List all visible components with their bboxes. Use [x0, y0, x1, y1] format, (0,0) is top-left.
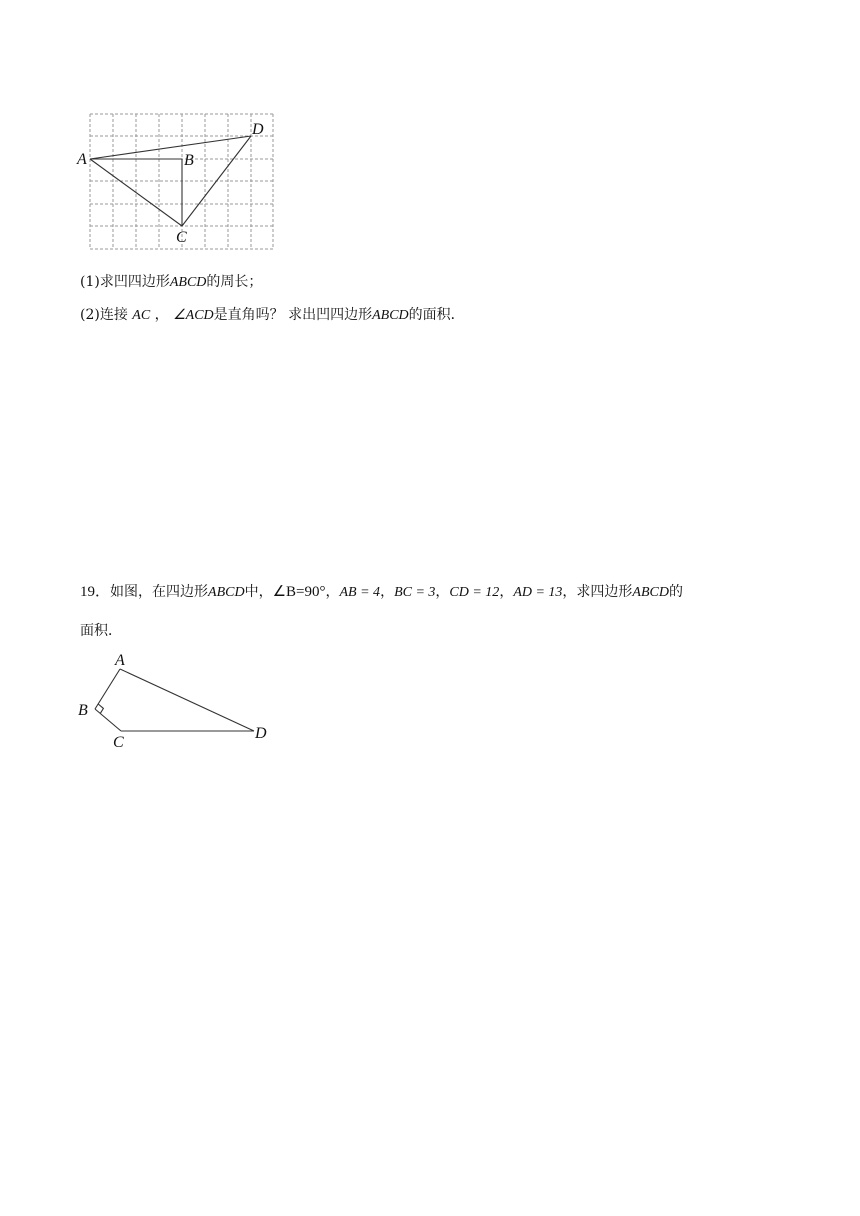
- q19-sep2: ，: [380, 584, 395, 600]
- grid-figure-svg: [74, 108, 274, 254]
- q19-number: 19．: [80, 584, 111, 600]
- q18-part2-angle: ∠ACD: [173, 308, 214, 323]
- q18-part1-suffix: 的周长；: [206, 274, 263, 290]
- q19-name2: ABCD: [632, 585, 669, 600]
- q19-cd: CD = 12: [449, 585, 500, 600]
- q18-part2-segment: AC: [132, 308, 151, 323]
- q19-sep1: ，: [325, 584, 340, 600]
- q18-part2-comma: ，: [154, 307, 169, 323]
- q19-ask: ，求四边形: [562, 584, 633, 600]
- q18-part1-name: ABCD: [169, 275, 207, 290]
- segment-ad-2: [120, 669, 254, 731]
- q18-part1: [80, 271, 262, 291]
- segment-ad: [90, 136, 251, 159]
- q19-ab: AB = 4: [339, 585, 381, 600]
- label-b-2: B: [78, 702, 88, 719]
- label-c: C: [176, 229, 187, 246]
- q18-part2-suffix: 的面积．: [408, 307, 465, 323]
- q19-line2-text: 面积．: [80, 623, 122, 639]
- label-a-2: A: [115, 652, 125, 669]
- quadrilateral-figure-svg: [74, 648, 274, 753]
- q19-ask-suffix: 的: [668, 584, 683, 600]
- q18-part1-prefix: (1)求凹四边形: [80, 274, 170, 290]
- q18-part2-middle: 是直角吗？ 求出凹四边形: [213, 307, 373, 323]
- label-d-2: D: [255, 725, 267, 742]
- label-a: A: [77, 151, 87, 168]
- segment-bc-2: [95, 709, 121, 731]
- q19-ad: AD = 13: [513, 585, 563, 600]
- quadrilateral-outline-2: [95, 669, 254, 731]
- label-c-2: C: [113, 734, 124, 751]
- q19-bc: BC = 3: [394, 585, 436, 600]
- q19-angle-b: ∠B=90°: [272, 584, 326, 600]
- label-b: B: [184, 152, 194, 169]
- q19-intro: 如图，在四边形: [110, 584, 209, 600]
- q19-given-prefix: 中，: [244, 584, 273, 600]
- q19-sep4: ，: [499, 584, 514, 600]
- q18-part2-name: ABCD: [372, 308, 409, 323]
- segment-ab-2: [95, 669, 120, 709]
- q18-part2-prefix: (2)连接: [80, 307, 128, 323]
- quadrilateral-figure-abcd: [74, 648, 274, 753]
- q19-name1: ABCD: [208, 585, 245, 600]
- q19-line1: [80, 580, 683, 601]
- q19-sep3: ，: [435, 584, 450, 600]
- label-d: D: [252, 121, 264, 138]
- q18-part2: [80, 304, 465, 324]
- q19-line2: [80, 620, 122, 640]
- grid-figure-abcd: [74, 108, 274, 254]
